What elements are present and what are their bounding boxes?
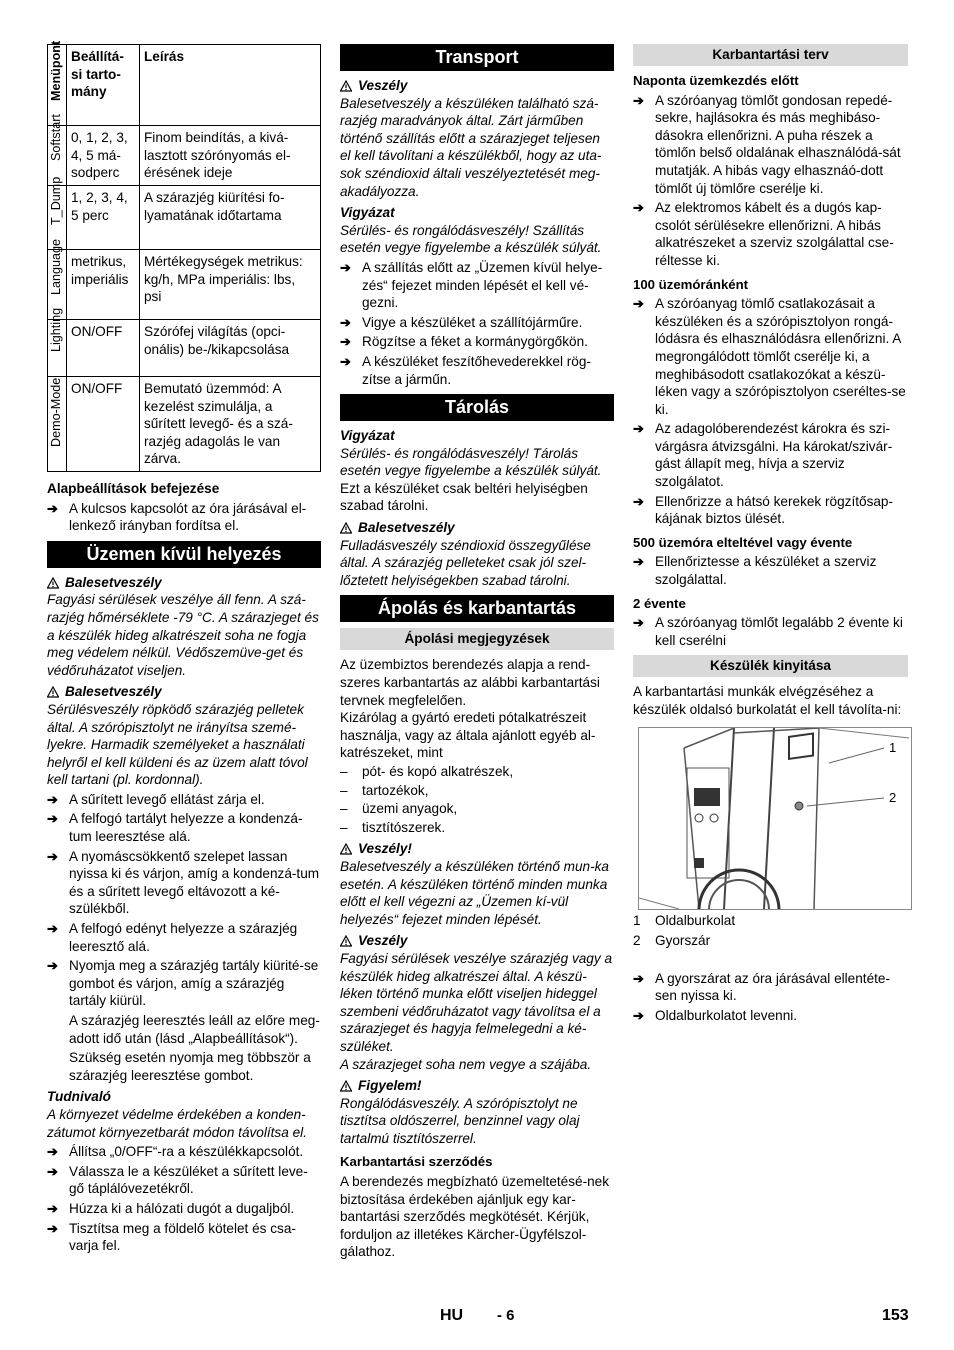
footer-subpage: - 6: [497, 1307, 515, 1324]
table-header: Beállítá-si tarto-mány: [67, 45, 140, 126]
arrow-icon: ➔: [633, 296, 644, 312]
table-cell: Demo-Mode: [49, 378, 64, 448]
section-heading: 2 évente: [633, 595, 686, 611]
section-heading: 100 üzemóránként: [633, 276, 749, 292]
list-item: ➔ Állítsa „0/OFF“-ra a készülékkapcsolót.: [47, 1144, 304, 1160]
list-item: ➔ Tisztítsa meg a földelő kötelet és csa-varja fel.: [47, 1220, 296, 1254]
warning-text: Rongálódásveszély. A szórópisztolyt ne tisztítsa oldószerrel, benzinnel vagy olaj tartalmú tisztítószerrel.: [340, 1095, 580, 1146]
list-item: ➔ Ellenőriztesse a készüléket a szerviz szolgálattal.: [633, 554, 877, 588]
table-cell: ON/OFF: [67, 320, 140, 377]
arrow-icon: ➔: [633, 92, 644, 108]
list-item: ➔ A felfogó edényt helyezze a szárazjég leeresztő alá.: [47, 921, 298, 954]
table-row: [48, 320, 321, 377]
table-header: Menüpont: [48, 45, 67, 126]
section-heading: Karbantartási szerződés: [340, 1154, 493, 1170]
page-number: 153: [882, 1307, 909, 1324]
note-heading: Tudnivaló: [47, 1089, 111, 1105]
warning-triangle-icon: [340, 80, 352, 92]
list-item: ➔ A felfogó tartályt helyezze a kondenzá-tum leeresztése alá.: [47, 811, 303, 845]
arrow-icon: ➔: [633, 1007, 644, 1023]
figure-label-2: 2: [889, 789, 897, 805]
table-cell: Lighting: [49, 308, 64, 353]
warning-text: Fulladásveszély széndioxid összegyűlése által. A szárazjég pelleteket csak jól szel-lőztetett helyiségekben szabad tárolni.: [340, 537, 591, 588]
table-row: [48, 377, 321, 472]
arrow-icon: ➔: [47, 791, 58, 807]
note-text: Szükség esetén nyomja meg többször a szárazjég leeresztése gombot.: [69, 1050, 311, 1083]
body-text: A berendezés megbízható üzemeltetésé-nek biztosítása érdekében ajánljuk egy kar-bantartási szerződés megkötését. Kérjük, forduljon az illetékes Kärcher-Ügyfélszol-gálathoz.: [340, 1174, 610, 1260]
subsection-bar: Ápolási megjegyzések: [340, 628, 614, 650]
arrow-icon: ➔: [340, 334, 351, 350]
section-bar: Üzemen kívül helyezés: [47, 541, 321, 568]
arrow-icon: ➔: [633, 200, 644, 216]
warning-text: Balesetveszély a készüléken található szá-razjég maradványok által. Zárt járműben történő szállítás előtt a szárazjeget teljesen el kell távolítani a készülékből, hogy az uta-sok széndioxid általi veszélyeztetését meg-akadályozza.: [340, 95, 602, 199]
table-row: [48, 126, 321, 186]
table-row: [48, 250, 321, 320]
table-cell: metrikus, imperiális: [67, 250, 140, 320]
arrow-icon: ➔: [633, 554, 644, 570]
caution-text: Sérülés- és rongálódásveszély! Tárolás esetén vegye figyelembe a készülék súlyát.: [340, 445, 602, 479]
column-2: [340, 44, 614, 1261]
settings-table: [47, 41, 321, 472]
warning-text: Fagyási sérülések veszélye áll fenn. A szá-razjég hőmérséklete -79 °C. A szárazjeget és a készülék hideg alkatrészeit soha ne fogja meg védelem nélkül. Védőszemüve-get és védőruházatot viseljen.: [47, 592, 319, 678]
list-item: ➔ Válassza le a készüléket a sűrített leve-gő táplálóvezetékről.: [47, 1163, 308, 1197]
arrow-icon: ➔: [47, 500, 58, 516]
machine-illustration: [639, 728, 911, 909]
arrow-icon: ➔: [47, 958, 58, 974]
list-item: ➔ A sűrített levegő ellátást zárja el.: [47, 791, 265, 807]
caution-heading: Vigyázat: [340, 428, 395, 444]
arrow-icon: ➔: [47, 811, 58, 827]
warning-text: Sérülésveszély röpködő szárazjég pelletek által. A szórópisztolyt ne irányítsa szemé-lyekre. Harmadik személyeket a használati helyről el kell küldeni és az üzem alatt tóvol kell tartani (pl. kordonnal).: [47, 701, 308, 788]
list-item: ➔ A kulcsos kapcsolót az óra járásával el-lenkező irányban fordítsa el.: [47, 500, 307, 534]
note-text: A szárazjég leeresztés leáll az előre meg-adott idő után (lásd „Alapbeállítások“).: [69, 1013, 320, 1046]
list-item: – üzemi anyagok,: [340, 801, 458, 817]
footer-language: HU: [440, 1307, 464, 1324]
arrow-icon: ➔: [633, 615, 644, 631]
list-item: ➔ Ellenőrizze a hátsó kerekek rögzítősap-kájának biztos ülését.: [633, 493, 894, 527]
section-bar: Transport: [340, 44, 614, 71]
list-item: ➔ A szóróanyag tömlő csatlakozásait a készüléken és a szórópisztolyon rongá-lódásra és elhasználódásra ellenőrizni. A megrongálódott tömlőt cserélje ki, a meghibásodott csatlakozókat a készü-léken vagy a szórópisztolyon cseréltes-se ki.: [633, 296, 906, 417]
table-header-row: [48, 45, 321, 126]
table-cell: 0, 1, 2, 3, 4, 5 má-sodperc: [67, 126, 140, 186]
list-item: ➔ Az elektromos kábelt és a dugós kap-csolót sérülésekre ellenőrizni. A hibás alkatrészeket a szerviz szolgálattal cse-réltesse ki.: [633, 200, 894, 268]
list-item: ➔ Vigye a készüléket a szállítójárműre.: [340, 314, 583, 330]
list-item: ➔ Oldalburkolatot levenni.: [633, 1007, 798, 1023]
body-text: A karbantartási munkák elvégzéséhez a készülék oldalsó burkolatát el kell távolíta-ni:: [633, 684, 902, 717]
list-item: ➔ Rögzítse a féket a kormánygörgőkön.: [340, 334, 588, 350]
section-heading: 500 üzemóra elteltével vagy évente: [633, 534, 853, 550]
section-bar: Tárolás: [340, 394, 614, 421]
caution-heading: Vigyázat: [340, 205, 395, 221]
warning-heading: Veszély: [340, 932, 614, 950]
arrow-icon: ➔: [47, 1200, 58, 1216]
warning-heading: Veszély!: [340, 840, 614, 858]
warning-heading: Veszély: [340, 77, 614, 95]
caution-text: Sérülés- és rongálódásveszély! Szállítás esetén vegye figyelembe a készülék súlyát.: [340, 222, 602, 256]
table-cell: Bemutató üzemmód: A kezelést szimulálja, a sűrített levegő- és a szá-razjég adagolás le van zárva.: [140, 377, 321, 472]
note-text: A környezet védelme érdekében a konden-zátumot környezetbarát módon távolítsa el.: [47, 1106, 307, 1140]
arrow-icon: ➔: [47, 1220, 58, 1236]
list-item: ➔ A szóróanyag tömlőt gondosan repedé-sekre, hajlásokra és más meghibáso-dásokra ellenőrizni. A puha részek a tömlőn belső oldalának elhasználódá-sát mutatják. A hibás vagy elhasznáó-dott tömlőt új tömlőre cserélje ki.: [633, 92, 901, 196]
warning-triangle-icon: [47, 577, 59, 589]
warning-triangle-icon: [340, 522, 352, 534]
table-cell: Language: [49, 239, 64, 296]
arrow-icon: ➔: [340, 353, 351, 369]
list-item: ➔ A készüléket feszítőhevederekkel rög-zítse a járműn.: [340, 353, 591, 387]
warning-heading: Balesetveszély: [340, 519, 614, 537]
list-item: – pót- és kopó alkatrészek,: [340, 764, 514, 779]
body-text: Az üzembiztos berendezés alapja a rend-szeres karbantartás az alábbi karbantartási tervnek megfelelően.: [340, 657, 600, 708]
arrow-icon: ➔: [340, 314, 351, 330]
column-3: [633, 44, 908, 1025]
table-cell: Mértékegységek metrikus: kg/h, MPa imperiális: lbs, psi: [140, 250, 321, 320]
subsection-bar: Készülék kinyitása: [633, 655, 908, 677]
warning-heading: Balesetveszély: [47, 683, 321, 701]
list-item: – tisztítószerek.: [340, 819, 446, 835]
arrow-icon: ➔: [47, 1163, 58, 1179]
legend-item: 2 Gyorszár: [633, 933, 711, 949]
arrow-icon: ➔: [340, 259, 351, 275]
body-text: Ezt a készüléket csak beltéri helyiségben szabad tárolni.: [340, 480, 588, 514]
table-row: [48, 186, 321, 250]
subsection-bar: Karbantartási terv: [633, 44, 908, 66]
warning-heading: Balesetveszély: [47, 574, 321, 592]
section-heading: Naponta üzemkezdés előtt: [633, 73, 799, 88]
legend-item: 1 Oldalburkolat: [633, 912, 736, 928]
arrow-icon: ➔: [47, 1144, 58, 1160]
arrow-icon: ➔: [47, 848, 58, 864]
list-item: ➔ Nyomja meg a szárazjég tartály kiürité-se gombot és várjon, amíg a szárazjég tartály kiürül.: [47, 958, 319, 1009]
table-header: Leírás: [140, 45, 321, 126]
figure-label-1: 1: [889, 739, 897, 755]
table-cell: 1, 2, 3, 4, 5 perc: [67, 186, 140, 250]
list-item: ➔ A szóróanyag tömlőt legalább 2 évente ki kell cserélni: [633, 615, 903, 648]
list-item: ➔ A gyorszárat az óra járásával ellentéte-sen nyissa ki.: [633, 970, 890, 1004]
warning-triangle-icon: [340, 935, 352, 947]
list-item: ➔ Az adagolóberendezést károkra és szi-várgásra átvizsgálni. Ha károkat/szivár-gást állapít meg, hívja a szerviz szolgálatot.: [633, 421, 893, 490]
device-figure: [638, 727, 912, 910]
column-1: [47, 41, 321, 1255]
arrow-icon: ➔: [47, 921, 58, 937]
table-cell: Szórófej világítás (opci-onális) be-/kikapcsolása: [140, 320, 321, 377]
warning-text: Balesetveszély a készüléken történő mun-ka esetén. A készüléken történő minden munka előtt el kell végezni az „Üzemen kí-vül helyezés“ fejezet minden lépését.: [340, 858, 609, 927]
table-cell: ON/OFF: [67, 377, 140, 472]
warning-heading: Figyelem!: [340, 1077, 614, 1095]
body-text: Kizárólag a gyártó eredeti pótalkatrészeit használja, vagy az általa ajánlott egyéb al-katrészeket, mint: [340, 710, 596, 761]
list-item: ➔ A nyomáscsökkentő szelepet lassan nyissa ki és várjon, amíg a kondenzá-tum és a sűrített levegő eltávozott a ké-szülékből.: [47, 848, 320, 917]
warning-triangle-icon: [340, 1080, 352, 1092]
warning-triangle-icon: [47, 686, 59, 698]
table-cell: Softstart: [49, 114, 64, 162]
list-item: ➔ A szállítás előtt az „Üzemen kívül helye-zés“ fejezet minden lépését el kell vé-gezni.: [340, 259, 603, 311]
arrow-icon: ➔: [633, 493, 644, 509]
arrow-icon: ➔: [633, 970, 644, 986]
warning-triangle-icon: [340, 843, 352, 855]
table-cell: T_Dump: [49, 177, 64, 226]
warning-text: A szárazjeget soha nem vegye a szájába.: [340, 1056, 592, 1072]
section-bar: Ápolás és karbantartás: [340, 595, 614, 622]
section-heading: Alapbeállítások befejezése: [47, 480, 220, 496]
warning-text: Fagyási sérülések veszélye szárazjég vagy a készülék hideg alkatrészei által. A készü-léken történő munka előtt viseljen hideggel szembeni védőruházatot vagy távolítsa el a szárazjeget és hagyja felmelegedni a ké-szüléket.: [340, 950, 613, 1054]
list-item: ➔ Húzza ki a hálózati dugót a dugaljból.: [47, 1200, 295, 1216]
table-cell: A szárazjég kiürítési fo-lyamatának időtartama: [140, 186, 321, 250]
table-cell: Finom beindítás, a kivá-lasztott szórónyomás el-érésének ideje: [140, 126, 321, 186]
list-item: – tartozékok,: [340, 782, 429, 798]
arrow-icon: ➔: [633, 421, 644, 437]
